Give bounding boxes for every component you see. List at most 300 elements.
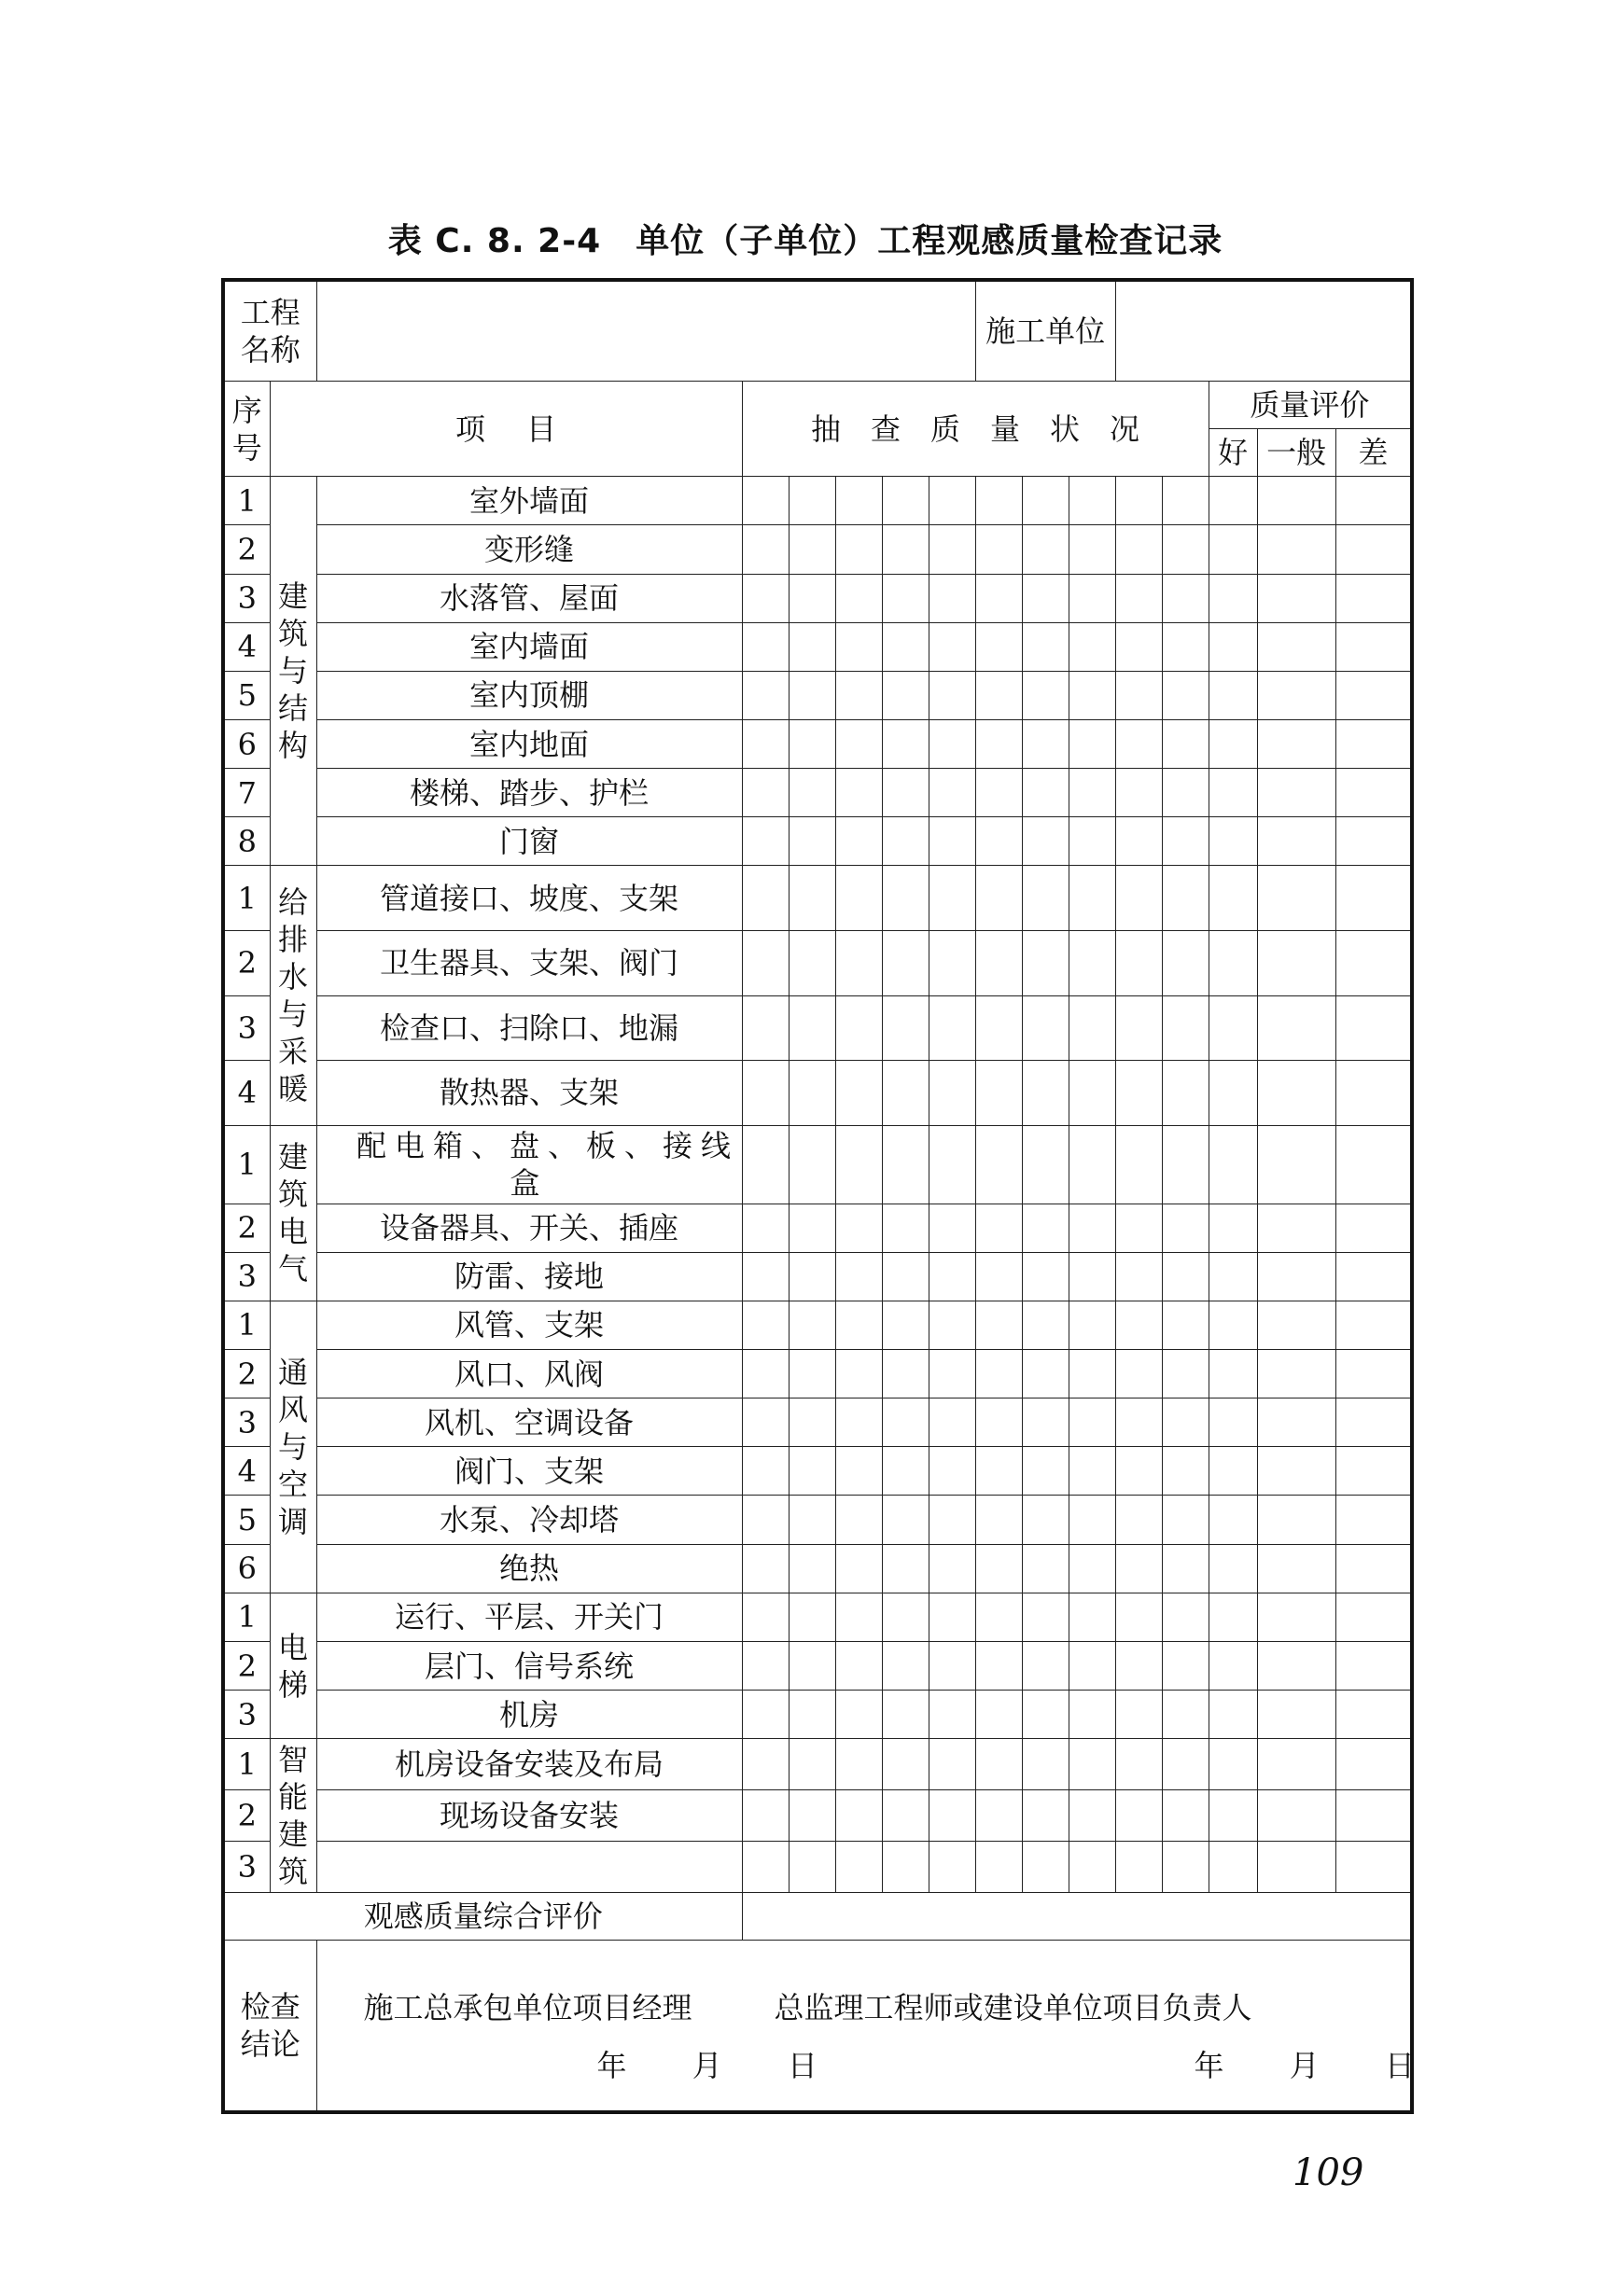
rating-poor-cell[interactable] [1335,1349,1412,1398]
check-cell[interactable] [975,1301,1022,1349]
rating-good-cell[interactable] [1209,1061,1257,1126]
check-cell[interactable] [1022,1641,1069,1690]
check-cell[interactable] [882,995,929,1061]
rating-poor-cell[interactable] [1335,1496,1412,1544]
check-cell[interactable] [1069,671,1115,719]
check-cell[interactable] [789,719,835,768]
rating-fair-cell[interactable] [1257,769,1335,817]
check-cell[interactable] [742,995,789,1061]
check-cell[interactable] [835,671,882,719]
check-cell[interactable] [1022,1841,1069,1892]
check-cell[interactable] [1069,1641,1115,1690]
check-cell[interactable] [975,1204,1022,1252]
check-cell[interactable] [1162,1691,1209,1739]
check-cell[interactable] [835,1593,882,1641]
rating-fair-cell[interactable] [1257,1061,1335,1126]
check-cell[interactable] [975,817,1022,866]
rating-poor-cell[interactable] [1335,995,1412,1061]
check-cell[interactable] [975,1544,1022,1593]
rating-fair-cell[interactable] [1257,1739,1335,1790]
check-cell[interactable] [835,1447,882,1496]
check-cell[interactable] [1115,1398,1162,1447]
check-cell[interactable] [1069,525,1115,574]
check-cell[interactable] [1162,1125,1209,1204]
check-cell[interactable] [1022,1252,1069,1301]
check-cell[interactable] [929,1125,975,1204]
check-cell[interactable] [835,995,882,1061]
check-cell[interactable] [1069,1349,1115,1398]
check-cell[interactable] [1115,525,1162,574]
check-cell[interactable] [1022,995,1069,1061]
check-cell[interactable] [1115,1691,1162,1739]
rating-good-cell[interactable] [1209,866,1257,931]
check-cell[interactable] [1022,719,1069,768]
check-cell[interactable] [1115,1349,1162,1398]
check-cell[interactable] [835,719,882,768]
check-cell[interactable] [1022,1544,1069,1593]
rating-good-cell[interactable] [1209,1125,1257,1204]
rating-fair-cell[interactable] [1257,995,1335,1061]
check-cell[interactable] [1162,1496,1209,1544]
check-cell[interactable] [1022,1301,1069,1349]
rating-good-cell[interactable] [1209,1790,1257,1842]
check-cell[interactable] [1069,1252,1115,1301]
check-cell[interactable] [789,1641,835,1690]
check-cell[interactable] [1069,719,1115,768]
check-cell[interactable] [789,817,835,866]
check-cell[interactable] [1162,817,1209,866]
check-cell[interactable] [789,1544,835,1593]
rating-good-cell[interactable] [1209,525,1257,574]
check-cell[interactable] [1069,1841,1115,1892]
check-cell[interactable] [1115,1739,1162,1790]
check-cell[interactable] [835,931,882,996]
check-cell[interactable] [975,525,1022,574]
check-cell[interactable] [742,931,789,996]
rating-fair-cell[interactable] [1257,1790,1335,1842]
check-cell[interactable] [882,1349,929,1398]
check-cell[interactable] [882,1641,929,1690]
check-cell[interactable] [929,866,975,931]
rating-poor-cell[interactable] [1335,1398,1412,1447]
check-cell[interactable] [1162,1447,1209,1496]
rating-poor-cell[interactable] [1335,719,1412,768]
rating-good-cell[interactable] [1209,1398,1257,1447]
check-cell[interactable] [1069,1790,1115,1842]
check-cell[interactable] [1162,1641,1209,1690]
rating-fair-cell[interactable] [1257,1301,1335,1349]
check-cell[interactable] [789,477,835,525]
check-cell[interactable] [929,1447,975,1496]
check-cell[interactable] [882,622,929,671]
check-cell[interactable] [742,1398,789,1447]
rating-fair-cell[interactable] [1257,1398,1335,1447]
check-cell[interactable] [1022,866,1069,931]
check-cell[interactable] [742,1496,789,1544]
check-cell[interactable] [1022,1398,1069,1447]
rating-good-cell[interactable] [1209,1252,1257,1301]
check-cell[interactable] [835,1739,882,1790]
check-cell[interactable] [742,866,789,931]
check-cell[interactable] [882,477,929,525]
rating-fair-cell[interactable] [1257,1593,1335,1641]
rating-poor-cell[interactable] [1335,1641,1412,1690]
check-cell[interactable] [835,477,882,525]
check-cell[interactable] [835,1398,882,1447]
check-cell[interactable] [1162,1349,1209,1398]
check-cell[interactable] [929,769,975,817]
check-cell[interactable] [742,1125,789,1204]
check-cell[interactable] [1069,866,1115,931]
check-cell[interactable] [1162,1204,1209,1252]
check-cell[interactable] [929,1301,975,1349]
check-cell[interactable] [1069,1061,1115,1126]
rating-poor-cell[interactable] [1335,817,1412,866]
rating-good-cell[interactable] [1209,1641,1257,1690]
check-cell[interactable] [1115,1252,1162,1301]
check-cell[interactable] [882,1125,929,1204]
rating-poor-cell[interactable] [1335,1691,1412,1739]
check-cell[interactable] [1162,1301,1209,1349]
check-cell[interactable] [1162,1790,1209,1842]
check-cell[interactable] [835,817,882,866]
check-cell[interactable] [742,1061,789,1126]
check-cell[interactable] [1022,622,1069,671]
check-cell[interactable] [1069,1447,1115,1496]
check-cell[interactable] [789,866,835,931]
check-cell[interactable] [1069,622,1115,671]
check-cell[interactable] [1069,1204,1115,1252]
check-cell[interactable] [975,1593,1022,1641]
check-cell[interactable] [1162,995,1209,1061]
check-cell[interactable] [1162,671,1209,719]
check-cell[interactable] [882,1061,929,1126]
check-cell[interactable] [1022,931,1069,996]
check-cell[interactable] [882,931,929,996]
check-cell[interactable] [929,622,975,671]
check-cell[interactable] [882,1252,929,1301]
rating-poor-cell[interactable] [1335,1061,1412,1126]
check-cell[interactable] [1069,1496,1115,1544]
check-cell[interactable] [975,1447,1022,1496]
check-cell[interactable] [882,671,929,719]
check-cell[interactable] [742,1544,789,1593]
check-cell[interactable] [929,1398,975,1447]
check-cell[interactable] [882,1593,929,1641]
rating-poor-cell[interactable] [1335,1841,1412,1892]
rating-good-cell[interactable] [1209,769,1257,817]
check-cell[interactable] [1115,1544,1162,1593]
check-cell[interactable] [835,1841,882,1892]
check-cell[interactable] [929,1496,975,1544]
check-cell[interactable] [835,622,882,671]
check-cell[interactable] [1069,1544,1115,1593]
rating-good-cell[interactable] [1209,719,1257,768]
check-cell[interactable] [929,671,975,719]
check-cell[interactable] [929,1252,975,1301]
check-cell[interactable] [1162,719,1209,768]
check-cell[interactable] [1115,1790,1162,1842]
check-cell[interactable] [835,1301,882,1349]
check-cell[interactable] [1115,1641,1162,1690]
check-cell[interactable] [1069,769,1115,817]
check-cell[interactable] [742,622,789,671]
check-cell[interactable] [742,1739,789,1790]
check-cell[interactable] [1022,1125,1069,1204]
check-cell[interactable] [929,1739,975,1790]
rating-poor-cell[interactable] [1335,1252,1412,1301]
check-cell[interactable] [975,1641,1022,1690]
check-cell[interactable] [1022,525,1069,574]
check-cell[interactable] [882,817,929,866]
rating-poor-cell[interactable] [1335,671,1412,719]
check-cell[interactable] [789,769,835,817]
check-cell[interactable] [742,769,789,817]
check-cell[interactable] [1115,671,1162,719]
check-cell[interactable] [1022,1349,1069,1398]
check-cell[interactable] [929,1061,975,1126]
rating-poor-cell[interactable] [1335,1790,1412,1842]
check-cell[interactable] [929,817,975,866]
rating-fair-cell[interactable] [1257,1496,1335,1544]
check-cell[interactable] [1115,995,1162,1061]
check-cell[interactable] [929,995,975,1061]
check-cell[interactable] [975,1252,1022,1301]
rating-poor-cell[interactable] [1335,1204,1412,1252]
rating-poor-cell[interactable] [1335,931,1412,996]
rating-good-cell[interactable] [1209,1301,1257,1349]
rating-fair-cell[interactable] [1257,817,1335,866]
check-cell[interactable] [882,1398,929,1447]
check-cell[interactable] [1162,1593,1209,1641]
check-cell[interactable] [835,1641,882,1690]
rating-good-cell[interactable] [1209,1691,1257,1739]
check-cell[interactable] [1022,477,1069,525]
rating-fair-cell[interactable] [1257,1349,1335,1398]
check-cell[interactable] [1022,1790,1069,1842]
check-cell[interactable] [742,477,789,525]
check-cell[interactable] [1069,477,1115,525]
check-cell[interactable] [1115,1061,1162,1126]
check-cell[interactable] [1069,1301,1115,1349]
check-cell[interactable] [789,622,835,671]
check-cell[interactable] [1162,769,1209,817]
check-cell[interactable] [742,817,789,866]
check-cell[interactable] [1115,1301,1162,1349]
check-cell[interactable] [742,671,789,719]
check-cell[interactable] [929,1544,975,1593]
check-cell[interactable] [975,931,1022,996]
rating-fair-cell[interactable] [1257,477,1335,525]
rating-good-cell[interactable] [1209,1496,1257,1544]
check-cell[interactable] [1162,1841,1209,1892]
rating-fair-cell[interactable] [1257,622,1335,671]
check-cell[interactable] [1162,574,1209,622]
check-cell[interactable] [975,1691,1022,1739]
check-cell[interactable] [835,1204,882,1252]
check-cell[interactable] [789,995,835,1061]
check-cell[interactable] [929,1691,975,1739]
check-cell[interactable] [882,525,929,574]
check-cell[interactable] [789,1790,835,1842]
check-cell[interactable] [835,1061,882,1126]
check-cell[interactable] [929,1349,975,1398]
check-cell[interactable] [882,1447,929,1496]
check-cell[interactable] [742,1841,789,1892]
project-name-field[interactable] [316,280,975,381]
check-cell[interactable] [789,574,835,622]
check-cell[interactable] [789,1349,835,1398]
check-cell[interactable] [882,1301,929,1349]
check-cell[interactable] [742,1204,789,1252]
check-cell[interactable] [789,1061,835,1126]
rating-poor-cell[interactable] [1335,525,1412,574]
check-cell[interactable] [742,525,789,574]
check-cell[interactable] [789,1841,835,1892]
check-cell[interactable] [1162,1061,1209,1126]
check-cell[interactable] [789,1593,835,1641]
check-cell[interactable] [789,1252,835,1301]
rating-fair-cell[interactable] [1257,1252,1335,1301]
check-cell[interactable] [1022,1496,1069,1544]
check-cell[interactable] [742,1349,789,1398]
check-cell[interactable] [1022,817,1069,866]
rating-good-cell[interactable] [1209,1739,1257,1790]
check-cell[interactable] [975,1496,1022,1544]
check-cell[interactable] [742,1691,789,1739]
check-cell[interactable] [1115,866,1162,931]
check-cell[interactable] [882,1691,929,1739]
check-cell[interactable] [882,719,929,768]
check-cell[interactable] [742,719,789,768]
check-cell[interactable] [975,477,1022,525]
check-cell[interactable] [882,1739,929,1790]
check-cell[interactable] [789,1496,835,1544]
check-cell[interactable] [975,1739,1022,1790]
check-cell[interactable] [835,1496,882,1544]
check-cell[interactable] [835,1544,882,1593]
rating-good-cell[interactable] [1209,622,1257,671]
check-cell[interactable] [742,1790,789,1842]
check-cell[interactable] [929,1790,975,1842]
check-cell[interactable] [1022,1593,1069,1641]
check-cell[interactable] [835,1125,882,1204]
check-cell[interactable] [882,574,929,622]
rating-poor-cell[interactable] [1335,1739,1412,1790]
rating-good-cell[interactable] [1209,671,1257,719]
check-cell[interactable] [742,1252,789,1301]
rating-fair-cell[interactable] [1257,525,1335,574]
check-cell[interactable] [1162,1544,1209,1593]
check-cell[interactable] [1115,719,1162,768]
rating-good-cell[interactable] [1209,1349,1257,1398]
rating-poor-cell[interactable] [1335,1544,1412,1593]
rating-fair-cell[interactable] [1257,574,1335,622]
check-cell[interactable] [882,1204,929,1252]
check-cell[interactable] [1115,1841,1162,1892]
rating-poor-cell[interactable] [1335,1301,1412,1349]
rating-poor-cell[interactable] [1335,574,1412,622]
rating-good-cell[interactable] [1209,1593,1257,1641]
check-cell[interactable] [1115,931,1162,996]
check-cell[interactable] [882,866,929,931]
rating-fair-cell[interactable] [1257,1841,1335,1892]
check-cell[interactable] [1069,574,1115,622]
rating-fair-cell[interactable] [1257,719,1335,768]
rating-good-cell[interactable] [1209,1204,1257,1252]
check-cell[interactable] [1162,477,1209,525]
rating-fair-cell[interactable] [1257,1641,1335,1690]
check-cell[interactable] [742,1301,789,1349]
check-cell[interactable] [789,1739,835,1790]
check-cell[interactable] [929,1841,975,1892]
rating-fair-cell[interactable] [1257,931,1335,996]
contractor-field[interactable] [1115,280,1412,381]
rating-fair-cell[interactable] [1257,671,1335,719]
check-cell[interactable] [1022,1739,1069,1790]
check-cell[interactable] [1162,622,1209,671]
check-cell[interactable] [1069,1398,1115,1447]
check-cell[interactable] [1022,1447,1069,1496]
check-cell[interactable] [975,1349,1022,1398]
check-cell[interactable] [975,1790,1022,1842]
conclusion-field[interactable] [316,1941,1443,2112]
check-cell[interactable] [975,671,1022,719]
check-cell[interactable] [1162,931,1209,996]
rating-good-cell[interactable] [1209,931,1257,996]
check-cell[interactable] [1162,1252,1209,1301]
check-cell[interactable] [835,574,882,622]
check-cell[interactable] [1162,866,1209,931]
check-cell[interactable] [929,719,975,768]
check-cell[interactable] [1022,1204,1069,1252]
rating-fair-cell[interactable] [1257,1691,1335,1739]
rating-good-cell[interactable] [1209,1447,1257,1496]
rating-poor-cell[interactable] [1335,1125,1412,1204]
check-cell[interactable] [789,525,835,574]
check-cell[interactable] [835,1691,882,1739]
check-cell[interactable] [835,1252,882,1301]
check-cell[interactable] [1115,1204,1162,1252]
check-cell[interactable] [789,1691,835,1739]
rating-fair-cell[interactable] [1257,1544,1335,1593]
check-cell[interactable] [835,525,882,574]
check-cell[interactable] [975,1398,1022,1447]
check-cell[interactable] [742,1593,789,1641]
check-cell[interactable] [789,671,835,719]
check-cell[interactable] [1115,1593,1162,1641]
check-cell[interactable] [1162,1739,1209,1790]
check-cell[interactable] [835,1349,882,1398]
check-cell[interactable] [975,769,1022,817]
rating-good-cell[interactable] [1209,477,1257,525]
check-cell[interactable] [929,931,975,996]
check-cell[interactable] [789,1447,835,1496]
check-cell[interactable] [882,769,929,817]
check-cell[interactable] [929,477,975,525]
check-cell[interactable] [835,1790,882,1842]
check-cell[interactable] [929,525,975,574]
check-cell[interactable] [929,1204,975,1252]
summary-field[interactable] [742,1892,1412,1940]
check-cell[interactable] [1115,477,1162,525]
check-cell[interactable] [975,1841,1022,1892]
check-cell[interactable] [1069,1125,1115,1204]
check-cell[interactable] [1115,622,1162,671]
check-cell[interactable] [882,1496,929,1544]
check-cell[interactable] [1022,671,1069,719]
rating-good-cell[interactable] [1209,817,1257,866]
